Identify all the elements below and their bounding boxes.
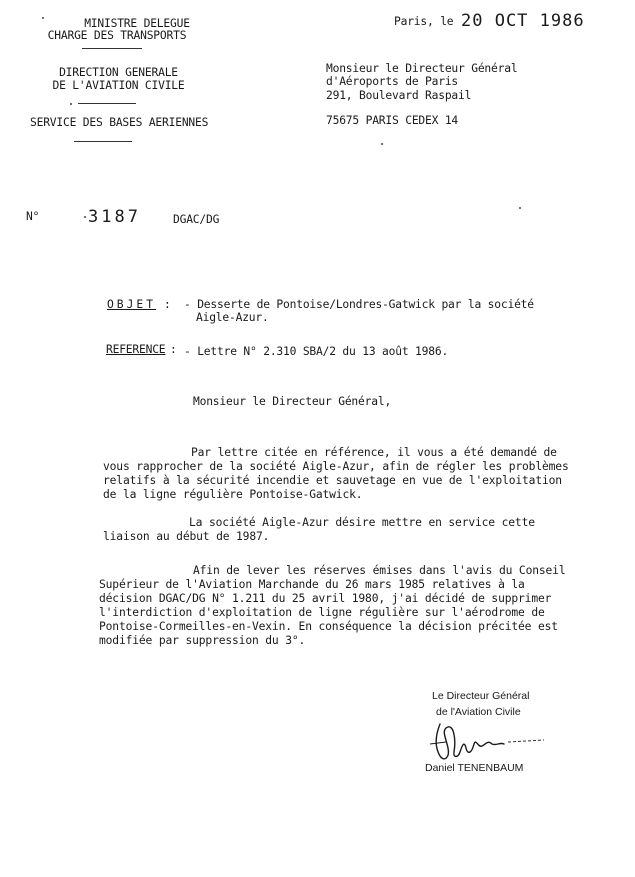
objet-text-line1: - Desserte de Pontoise/Londres-Gatwick par la société xyxy=(184,298,534,311)
signature-name: Daniel TENENBAUM xyxy=(425,762,524,774)
date-stamp: 20 OCT 1986 xyxy=(461,11,585,31)
sender-direction: DIRECTION GENERALE xyxy=(59,66,178,79)
ref-number-label: N° xyxy=(26,210,40,223)
sender-charge: CHARGE DES TRANSPORTS xyxy=(47,29,187,42)
ref-number-code: DGAC/DG xyxy=(173,213,220,226)
ink-speck xyxy=(70,103,72,105)
body-paragraph xyxy=(99,564,565,648)
paragraph-line: de la ligne régulière Pontoise-Gatwick. xyxy=(103,488,363,501)
reference-colon: : xyxy=(170,343,177,356)
sender-divider xyxy=(82,48,142,49)
body-paragraph xyxy=(103,446,569,502)
paragraph-line: Par lettre citée en référence, il vous a été demandé de xyxy=(191,446,557,459)
ref-number: 3187 xyxy=(88,207,141,227)
sender-service: SERVICE DES BASES AERIENNES xyxy=(30,116,209,129)
paragraph-line: La société Aigle-Azur désire mettre en service cette xyxy=(189,516,535,529)
paragraph-line: liaison au début de 1987. xyxy=(103,530,270,543)
salutation: Monsieur le Directeur Général, xyxy=(193,395,392,408)
recipient-line4: 75675 PARIS CEDEX 14 xyxy=(326,114,459,127)
recipient-line1: Monsieur le Directeur Général xyxy=(326,62,518,75)
signature-title1: Le Directeur Général xyxy=(432,690,530,702)
signature-title2: de l'Aviation Civile xyxy=(436,706,521,718)
paragraph-line: Pontoise-Cormeilles-en-Vexin. En conséquence la décision précitée est xyxy=(99,620,558,633)
paragraph-line: l'interdiction d'exploitation de ligne régulière sur l'aérodrome de xyxy=(99,606,545,619)
paragraph-line: Supérieur de l'Aviation Marchande du 26 mars 1985 relatives à la xyxy=(99,578,525,591)
ink-speck xyxy=(381,143,383,145)
paragraph-line: relatifs à la sécurité incendie et sauvetage en vue de l'exploitation xyxy=(103,474,562,487)
paragraph-line: vous rapprocher de la société Aigle-Azur, afin de régler les problèmes xyxy=(103,460,569,473)
body-paragraph xyxy=(103,516,535,544)
objet-text-line2: Aigle-Azur. xyxy=(196,311,269,324)
recipient-line3: 291, Boulevard Raspail xyxy=(326,89,472,102)
recipient-line2: d'Aéroports de Paris xyxy=(326,75,459,88)
ink-speck xyxy=(42,17,44,19)
paragraph-line: décision DGAC/DG N° 1.211 du 25 avril 1980, j'ai décidé de supprimer xyxy=(99,592,552,605)
ink-speck xyxy=(84,216,86,218)
handwritten-signature xyxy=(426,718,546,766)
reference-label: REFERENCE xyxy=(106,343,166,356)
ink-speck xyxy=(519,207,521,209)
reference-text: - Lettre N° 2.310 SBA/2 du 13 août 1986. xyxy=(184,345,449,358)
paragraph-line: Afin de lever les réserves émises dans l'avis du Conseil xyxy=(193,564,566,577)
paragraph-line: modifiée par suppression du 3°. xyxy=(99,634,306,647)
sender-aviation: DE L'AVIATION CIVILE xyxy=(52,79,185,92)
sender-divider xyxy=(78,103,136,104)
objet-label: OBJET xyxy=(107,298,157,311)
date-prefix: Paris, le xyxy=(394,15,454,28)
sender-ministry: MINISTRE DELEGUE xyxy=(84,17,190,30)
objet-colon: : xyxy=(164,298,171,311)
sender-divider xyxy=(74,141,132,142)
